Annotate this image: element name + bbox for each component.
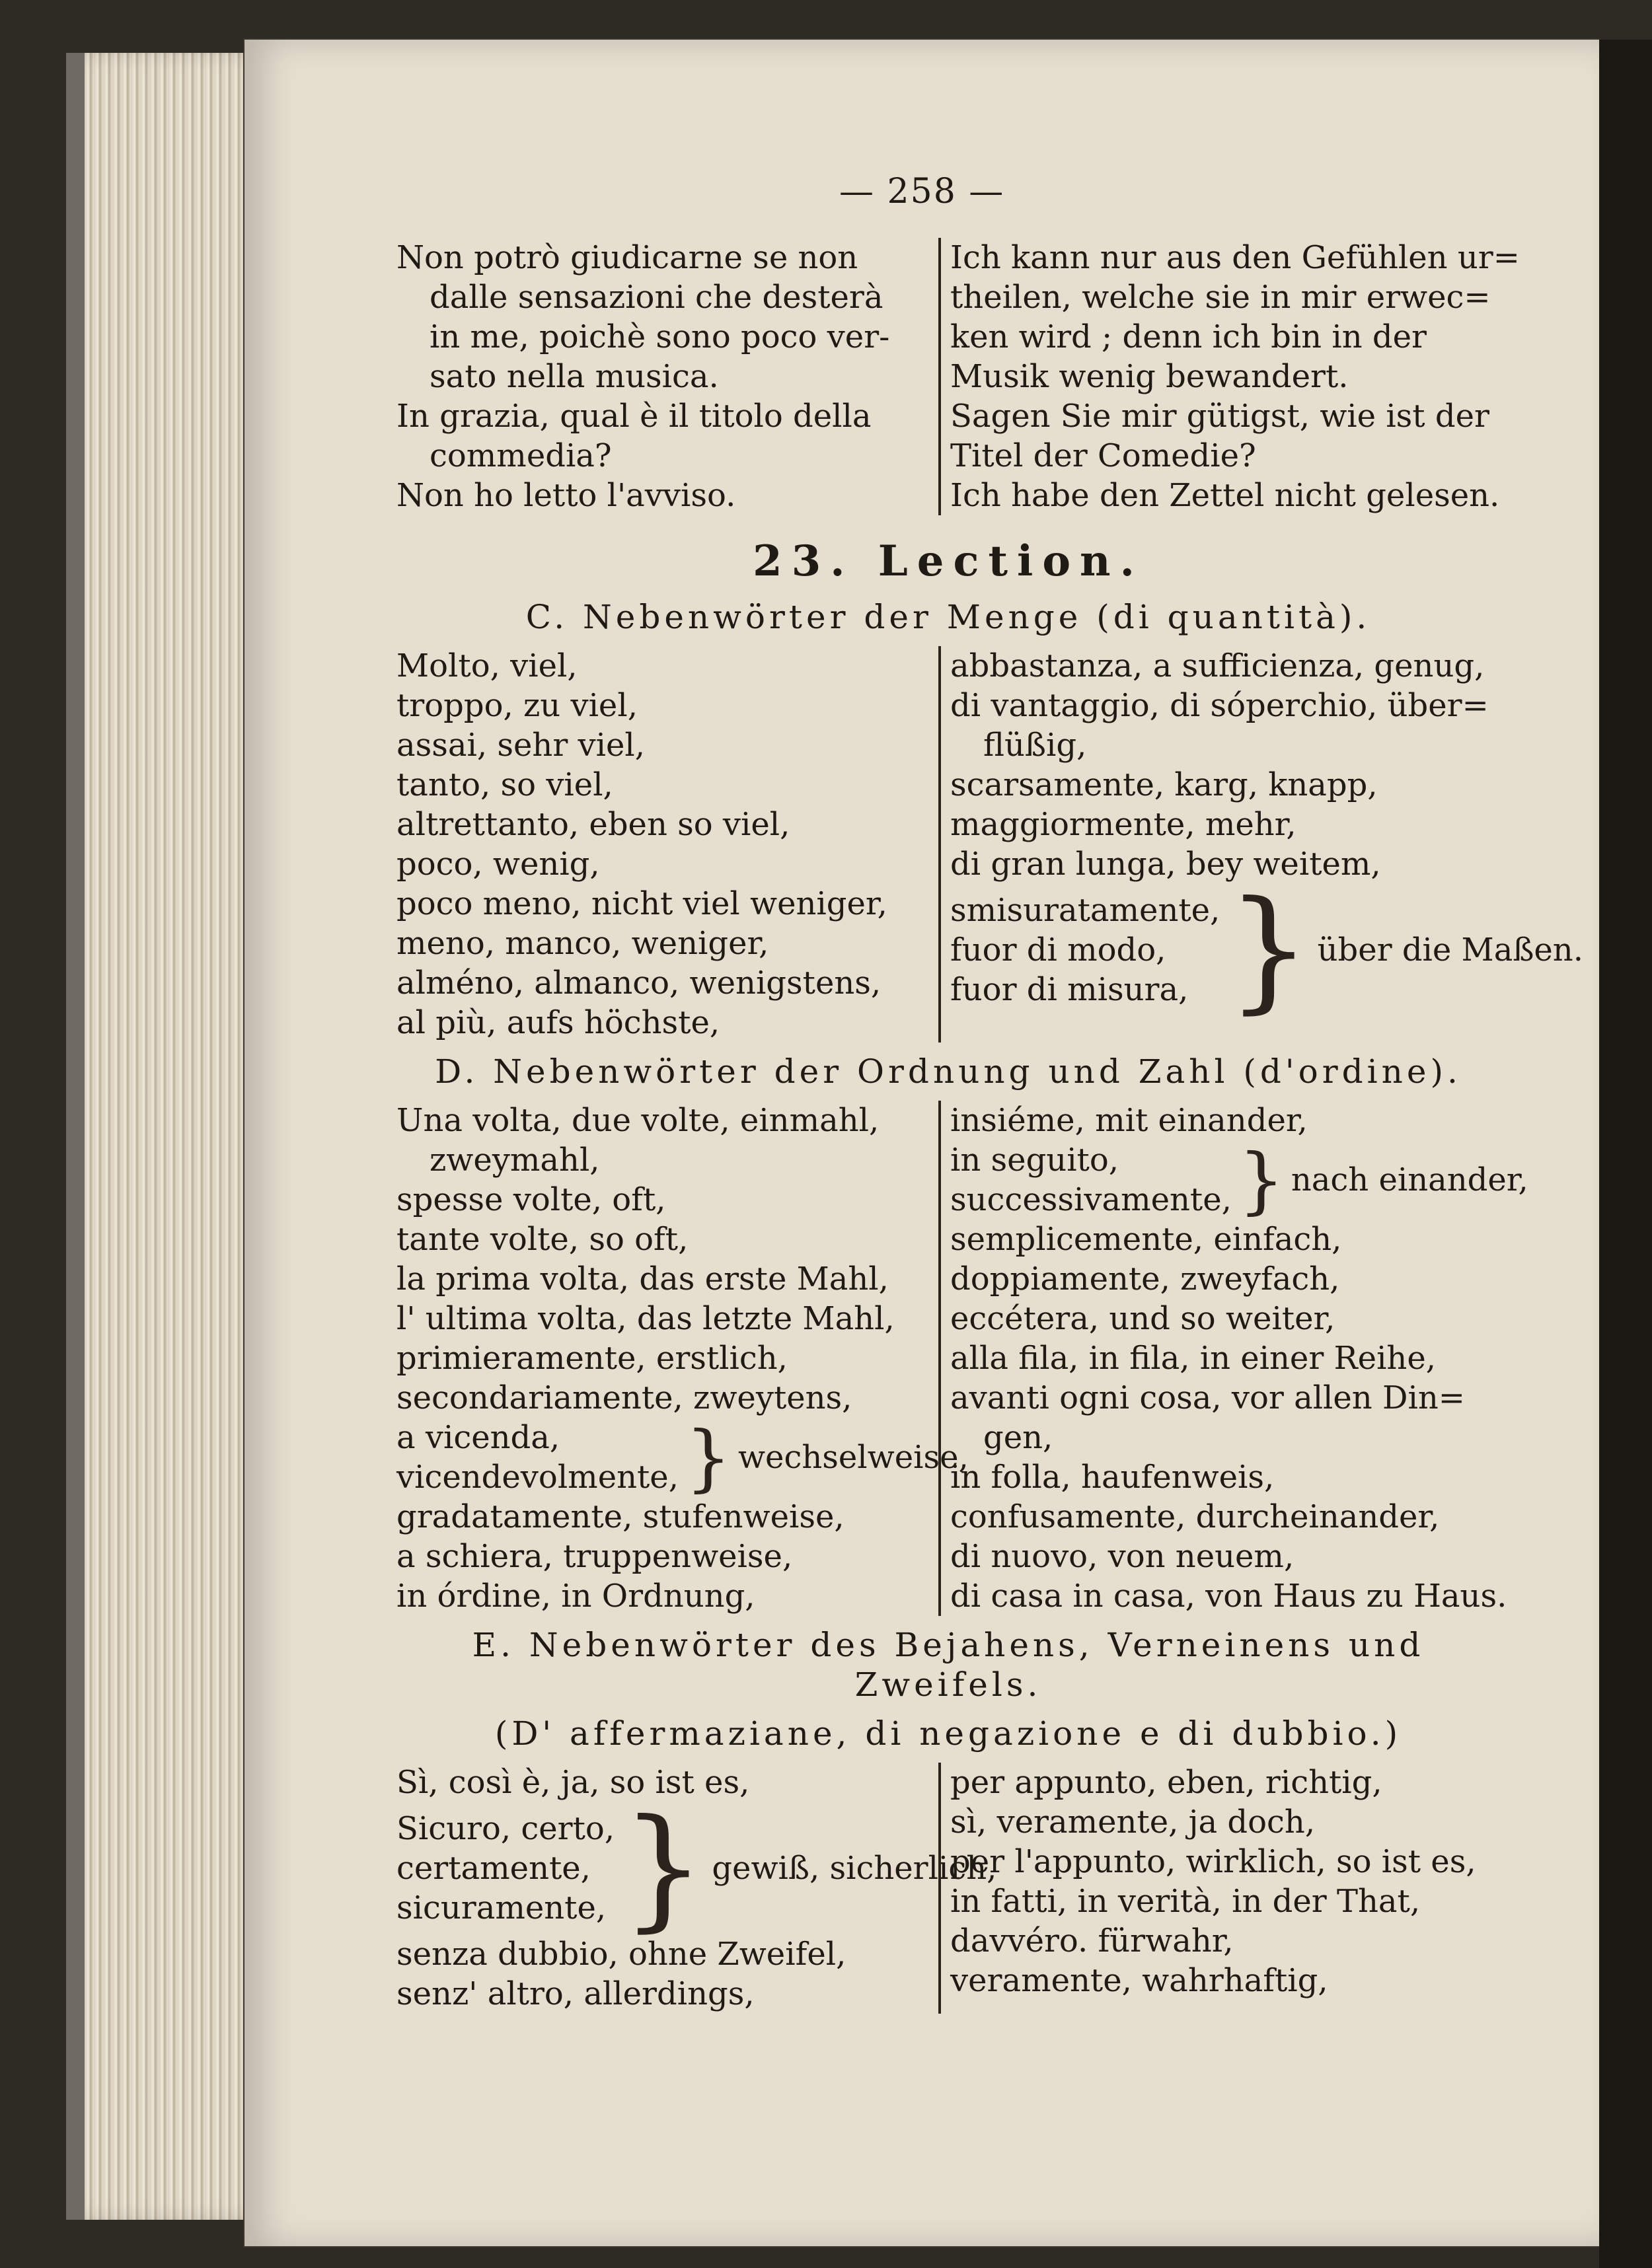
section-d-left (396, 1101, 969, 1616)
section-e-right (938, 1763, 1492, 2014)
text-line: alla fila, in fila, in einer Reihe, (950, 1340, 1436, 1377)
text-line: certamente, (396, 1850, 591, 1887)
text-line: Sagen Sie mir gütigst, wie ist der (950, 398, 1489, 435)
text-line: Sì, così è, ja, so ist es, (396, 1764, 750, 1801)
text-line: assai, sehr viel, (396, 727, 646, 764)
text-line: poco, wenig, (396, 846, 600, 883)
brace-group (396, 1415, 969, 1500)
text-line: sicuramente, (396, 1889, 607, 1926)
text-line: altrettanto, eben so viel, (396, 806, 790, 843)
text-line: meno, manco, weniger, (396, 925, 769, 962)
section-e-subheading: (D' affermaziane, di negazione e di dubbio.) (494, 1714, 1402, 1753)
text-line: gradatamente, stufenweise, (396, 1498, 845, 1535)
text-line: davvéro. fürwahr, (950, 1922, 1234, 1959)
text-line: fuor di misura, (950, 971, 1189, 1008)
text-line: dalle sensazioni che desterà (430, 279, 883, 316)
text-line: theilen, welche sie in mir erwec= (950, 279, 1491, 316)
text-line: poco meno, nicht viel weniger, (396, 885, 887, 922)
text-line: smisuratamente, (950, 892, 1220, 929)
brace-icon: } (1226, 873, 1311, 1027)
text-line: Musik wenig bewandert. (950, 358, 1349, 395)
text-line: senza dubbio, ohne Zweifel, (396, 1936, 846, 1973)
text-line: di vantaggio, di sóperchio, über= (950, 687, 1489, 724)
text-line: tanto, so viel, (396, 766, 613, 803)
text-line: in fatti, in verità, in der That, (950, 1883, 1421, 1920)
text-line: insiéme, mit einander, (950, 1102, 1308, 1139)
section-e-heading-cont: Zweifels. (854, 1665, 1042, 1704)
text-line: maggiormente, mehr, (950, 806, 1296, 843)
text-line: successivamente, (950, 1181, 1232, 1218)
intro-dialog (396, 238, 1520, 515)
brace-items (396, 1418, 679, 1497)
brace-target: gewiß, sicherlich, (712, 1850, 997, 1887)
section-c (396, 646, 1583, 1043)
page-number: — 258 — (839, 172, 1005, 211)
text-line: Ich kann nur aus den Gefühlen ur= (950, 239, 1520, 276)
page-content (396, 165, 1583, 2014)
scan-background (1599, 40, 1652, 2268)
text-line: Non ho letto l'avviso. (396, 477, 736, 514)
section-c-left (396, 646, 938, 1043)
text-line: troppo, zu viel, (396, 687, 638, 724)
brace-target: über die Maßen. (1317, 932, 1583, 969)
brace-group (950, 1138, 1528, 1222)
text-line: sì, veramente, ja doch, (950, 1804, 1316, 1841)
section-c-heading: C. Nebenwörter der Menge (di quantità). (525, 598, 1371, 636)
text-line: al più, aufs höchste, (396, 1004, 720, 1041)
text-line: per appunto, eben, richtig, (950, 1764, 1382, 1801)
brace-group (950, 873, 1583, 1027)
brace-items (396, 1809, 615, 1928)
text-line: in órdine, in Ordnung, (396, 1578, 755, 1615)
brace-items (950, 891, 1220, 1009)
text-line: secondariamente, zweytens, (396, 1379, 852, 1416)
text-line: semplicemente, einfach, (950, 1221, 1342, 1258)
brace-icon: } (621, 1791, 706, 1945)
section-c-right (938, 646, 1583, 1043)
text-line: in folla, haufenweis, (950, 1459, 1275, 1496)
text-line: Sicuro, certo, (396, 1810, 615, 1847)
brace-group (396, 1791, 997, 1945)
text-line: Non potrò giudicarne se non (396, 239, 858, 276)
text-line: a vicenda, (396, 1419, 560, 1456)
brace-target: wechselweise, (737, 1439, 969, 1476)
text-line: spesse volte, oft, (396, 1181, 666, 1218)
lesson-title: 23. Lection. (753, 536, 1144, 586)
text-line: sato nella musica. (430, 358, 719, 395)
text-line: eccétera, und so weiter, (950, 1300, 1335, 1337)
text-line: tante volte, so oft, (396, 1221, 689, 1258)
text-line: di gran lunga, bey weitem, (950, 846, 1381, 883)
brace-target: nach einander, (1291, 1161, 1528, 1198)
text-line: in seguito, (950, 1142, 1119, 1179)
text-line: in me, poichè sono poco ver- (430, 318, 890, 355)
text-line: l' ultima volta, das letzte Mahl, (396, 1300, 895, 1337)
section-d-right (938, 1101, 1528, 1616)
section-e (396, 1763, 1500, 2014)
text-line: a schiera, truppenweise, (396, 1538, 793, 1575)
text-line: per l'appunto, wirklich, so ist es, (950, 1843, 1476, 1880)
text-line: In grazia, qual è il titolo della (396, 398, 872, 435)
text-line: commedia? (430, 437, 612, 474)
text-line: senz' altro, allerdings, (396, 1975, 755, 2012)
text-line: veramente, wahrhaftig, (950, 1962, 1328, 1999)
text-line: Ich habe den Zettel nicht gelesen. (950, 477, 1500, 514)
text-line: fuor di modo, (950, 932, 1166, 969)
text-line: di casa in casa, von Haus zu Haus. (950, 1578, 1507, 1615)
text-line: alméno, almanco, wenigstens, (396, 965, 882, 1002)
text-line: gen, (983, 1419, 1053, 1456)
text-line: doppiamente, zweyfach, (950, 1261, 1340, 1298)
text-line: Molto, viel, (396, 647, 578, 684)
text-line: Una volta, due volte, einmahl, (396, 1102, 880, 1139)
section-d-heading: D. Nebenwörter der Ordnung und Zahl (d'ordine). (435, 1052, 1462, 1091)
text-line: vicendevolmente, (396, 1459, 679, 1496)
text-line: di nuovo, von neuem, (950, 1538, 1295, 1575)
brace-icon: } (685, 1415, 732, 1500)
text-line: la prima volta, das erste Mahl, (396, 1261, 889, 1298)
intro-german (938, 238, 1520, 515)
brace-icon: } (1238, 1138, 1285, 1222)
intro-italian (396, 238, 938, 515)
text-line: ken wird ; denn ich bin in der (950, 318, 1427, 355)
text-line: Titel der Comedie? (950, 437, 1256, 474)
text-line: primieramente, erstlich, (396, 1340, 788, 1377)
text-line: avanti ogni cosa, vor allen Din= (950, 1379, 1465, 1416)
text-line: scarsamente, karg, knapp, (950, 766, 1378, 803)
text-line: flüßig, (983, 727, 1087, 764)
section-e-heading: E. Nebenwörter des Bejahens, Verneinens und (472, 1626, 1425, 1664)
section-e-left (396, 1763, 997, 2014)
brace-items (950, 1140, 1232, 1220)
text-line: zweymahl, (430, 1142, 600, 1179)
text-line: abbastanza, a sufficienza, genug, (950, 647, 1485, 684)
text-line: confusamente, durcheinander, (950, 1498, 1440, 1535)
section-d (396, 1101, 1528, 1616)
